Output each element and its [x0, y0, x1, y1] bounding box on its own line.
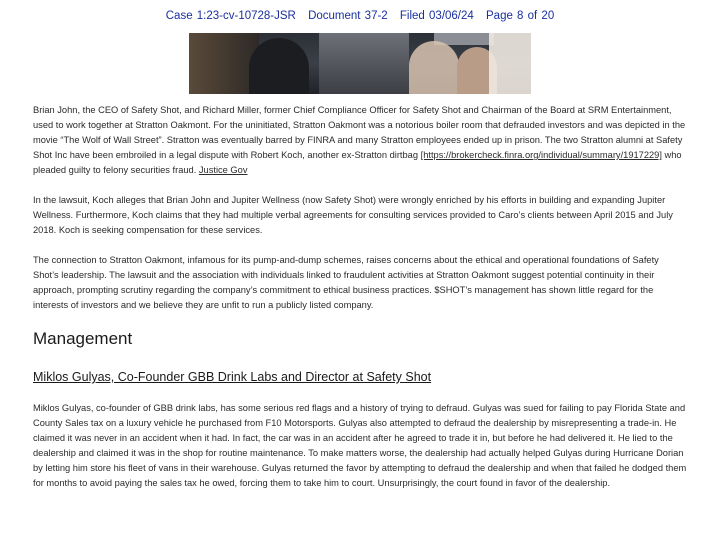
page-clip-edge [0, 521, 720, 556]
management-heading: Management [33, 329, 133, 348]
paragraph-stratton-intro: Brian John, the CEO of Safety Shot, and Richard Miller, former Chief Compliance Officer for Safety Shot and Chairman of the Board at SRM Entertainment, used to work together at Stratton Oakmont. For the uninitiated, Stratton Oakmont was a notorious boiler room that defrauded investors and was depicted in the movie “The Wolf of Wall Street”. Stratton was eventually barred by FINRA and many Stratton employees ended up in prison. The two Stratton alumni at Safety Shot Inc have been embroiled in a legal dispute with Robert Koch, another ex-Stratton dirtbag [https://brokercheck.finra.org/individual/summary/1917229] who pleaded guilty to felony securities fraud. Justice Gov [33, 105, 686, 175]
movie-still-image [189, 33, 531, 94]
justice-gov-link[interactable]: Justice Gov [198, 165, 248, 175]
brokercheck-link[interactable]: [https://brokercheck.finra.org/individual/summary/1917229] [420, 150, 662, 160]
paragraph-gulyas: Miklos Gulyas, co-founder of GBB drink labs, has some serious red flags and a history of trying to defraud. Gulyas was sued for failing to pay Florida State and County Sales tax on a luxury vehicle he purchased from F10 Motorsports. Gulyas also attempted to defraud the dealership by misrepresenting a trade-in. He claimed it was never in an accident when it had. In fact, the car was in an accident after he agreed to trade it in, but before he had delivered it. He lied to the dealership and claimed it was in the shop for routine maintenance. To make matters worse, the dealership had actually helped Gulyas during Hurricane Dorian by letting him store his fleet of vans in their warehouse. Gulyas returned the favor by attempting to defraud the dealership and when that failed he dodged them for months to avoid paying the sales tax he owed, forcing them to take him to court. Unsurprisingly, the court found in favor of the dealership. [33, 403, 687, 488]
paragraph-connection: The connection to Stratton Oakmont, infamous for its pump-and-dump schemes, raises concerns about the ethical and operational foundations of Safety Shot’s leadership. The lawsuit and the association with individuals linked to fraudulent activities at Stratton Oakmont suggest potential continuity in their approach, prompting scrutiny regarding the company’s commitment to ethical business practices. $SHOT’s management has shown little regard for the interests of investors and we believe they are unfit to run a publicly listed company. [33, 255, 659, 310]
article-body [33, 103, 687, 506]
page-number: Page 8 of 20 [486, 10, 555, 22]
case-number: Case 1:23-cv-10728-JSR [165, 10, 296, 22]
paragraph-lawsuit: In the lawsuit, Koch alleges that Brian John and Jupiter Wellness (now Safety Shot) were wrongly enriched by his efforts in building and expanding Jupiter Wellness. Furthermore, Koch claims that they had multiple verbal agreements for consulting services provided to Caro’s clients between April 2015 and July 2018. Koch is seeking compensation for these services. [33, 195, 673, 235]
filed-date: Filed 03/06/24 [399, 10, 474, 22]
document-number: Document 37-2 [308, 10, 388, 22]
gulyas-heading-link[interactable]: Miklos Gulyas, Co-Founder GBB Drink Labs and Director at Safety Shot [33, 370, 432, 384]
court-filing-header [0, 10, 720, 22]
